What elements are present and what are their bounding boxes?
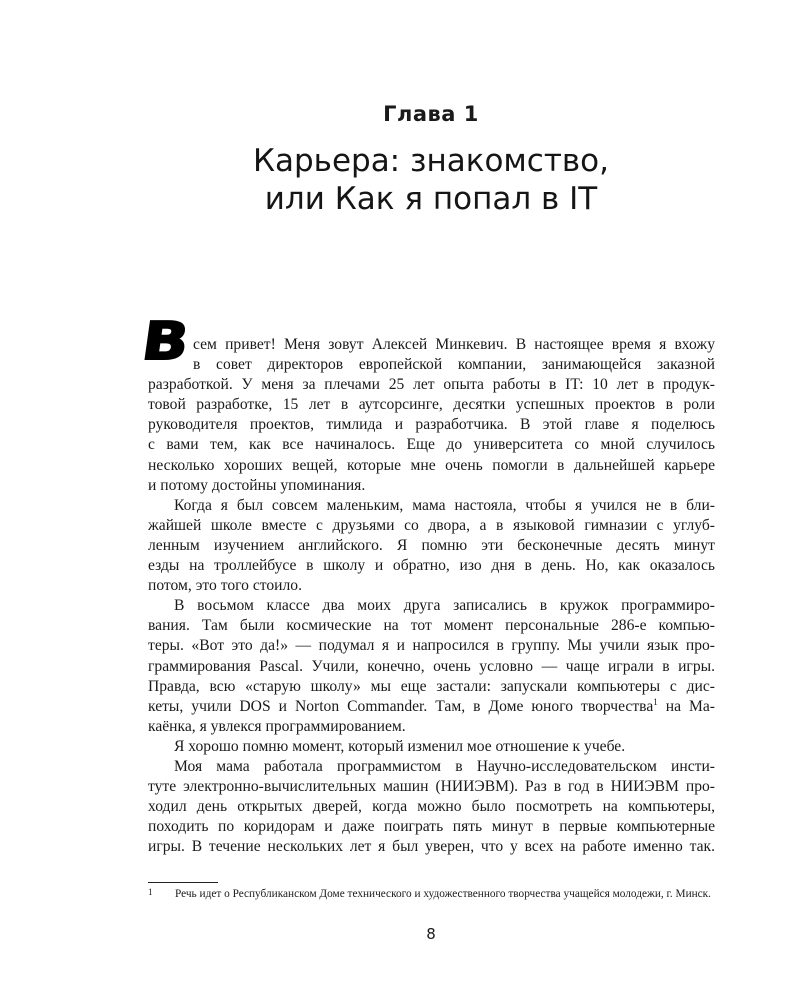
chapter-label: Глава 1 <box>383 102 479 126</box>
text-line: несколько хороших вещей, которые мне очень помогли в дальнейшей карьере <box>148 456 715 474</box>
footnote-divider <box>148 882 218 883</box>
text-line: езды на троллейбусе в школу и обратно, изо дня в день. Но, как оказалось <box>148 557 715 575</box>
text-line: ходил день открытых дверей, когда можно было посмотреть на компьютеры, <box>148 798 715 816</box>
text-line: Когда я был совсем маленьким, мама настояла, чтобы я учился не в бли- <box>174 496 715 514</box>
footnote-mark: 1 <box>148 887 153 897</box>
text-line: в совет директоров европейской компании, занимающейся заказной <box>193 356 715 374</box>
text-line: Я хорошо помню момент, который изменил мое отношение к учебе. <box>174 737 626 755</box>
text-line: сем привет! Меня зовут Алексей Минкевич. В настоящее время я вхожу <box>193 336 715 353</box>
chapter-title <box>0 142 800 218</box>
text-line: товой разработке, 15 лет в аутсорсинге, десятки успешных проектов в роли <box>148 396 715 414</box>
text-segment: на Ма- <box>657 697 716 715</box>
text-line: граммирования Pascal. Учили, конечно, очень условно — чаще играли в игры. <box>148 657 715 675</box>
text-line: каёнка, я увлекся программированием. <box>148 717 406 735</box>
footnote-text: Речь идет о Республиканском Доме технического и художественного творчества учащейся молодежи, г. Минск. <box>175 888 711 900</box>
text-line: ленным изучением английского. Я помню эти бесконечные десять минут <box>148 536 715 554</box>
footnote <box>148 886 715 902</box>
text-line: руководителя проектов, тимлида и разработчика. В этой главе я поделюсь <box>148 416 715 434</box>
text-line: вания. Там были космические на тот момент персональные 286-е компью- <box>148 617 715 635</box>
text-line: жайшей школе вместе с друзьями со двора, а в языковой гимназии с углуб- <box>148 516 715 534</box>
drop-cap: В <box>138 312 193 372</box>
text-line: разработкой. У меня за плечами 25 лет опыта работы в IT: 10 лет в продук- <box>148 376 715 394</box>
text-line: туте электронно-вычислительных машин (НИИЭВМ). Раз в год в НИИЭВМ про- <box>148 778 715 796</box>
text-line: В восьмом классе два моих друга записались в кружок программиро- <box>174 597 715 615</box>
text-line: игры. В течение нескольких лет я был уверен, что у всех на работе именно так. <box>148 838 715 856</box>
text-line: Моя мама работала программистом в Научно-исследовательском инсти- <box>174 757 715 775</box>
footnote-reference[interactable]: 1 <box>653 696 658 707</box>
chapter-title-line: или Как я попал в IT <box>264 181 598 217</box>
text-line: Правда, всю «старую школу» мы еще застали: запускали компьютеры с дис- <box>148 677 715 695</box>
body-text <box>148 335 715 857</box>
text-line <box>148 697 715 717</box>
text-line: походить по коридорам и даже поиграть пять минут в первые компьютерные <box>148 818 715 836</box>
text-line: и потому достойны упоминания. <box>148 476 366 494</box>
page-number: 8 <box>426 925 436 943</box>
chapter-title-line: Карьера: знакомство, <box>252 143 609 179</box>
text-segment: кеты, учили DOS и Norton Commander. Там, в Доме юного творчества <box>148 697 654 715</box>
text-line: теры. «Вот это да!» — подумал я и напросился в группу. Мы учили язык про- <box>148 637 715 655</box>
text-line: с вами тем, как все начиналось. Еще до университета со мной случилось <box>148 436 715 454</box>
text-line: потом, это того стоило. <box>148 577 302 595</box>
